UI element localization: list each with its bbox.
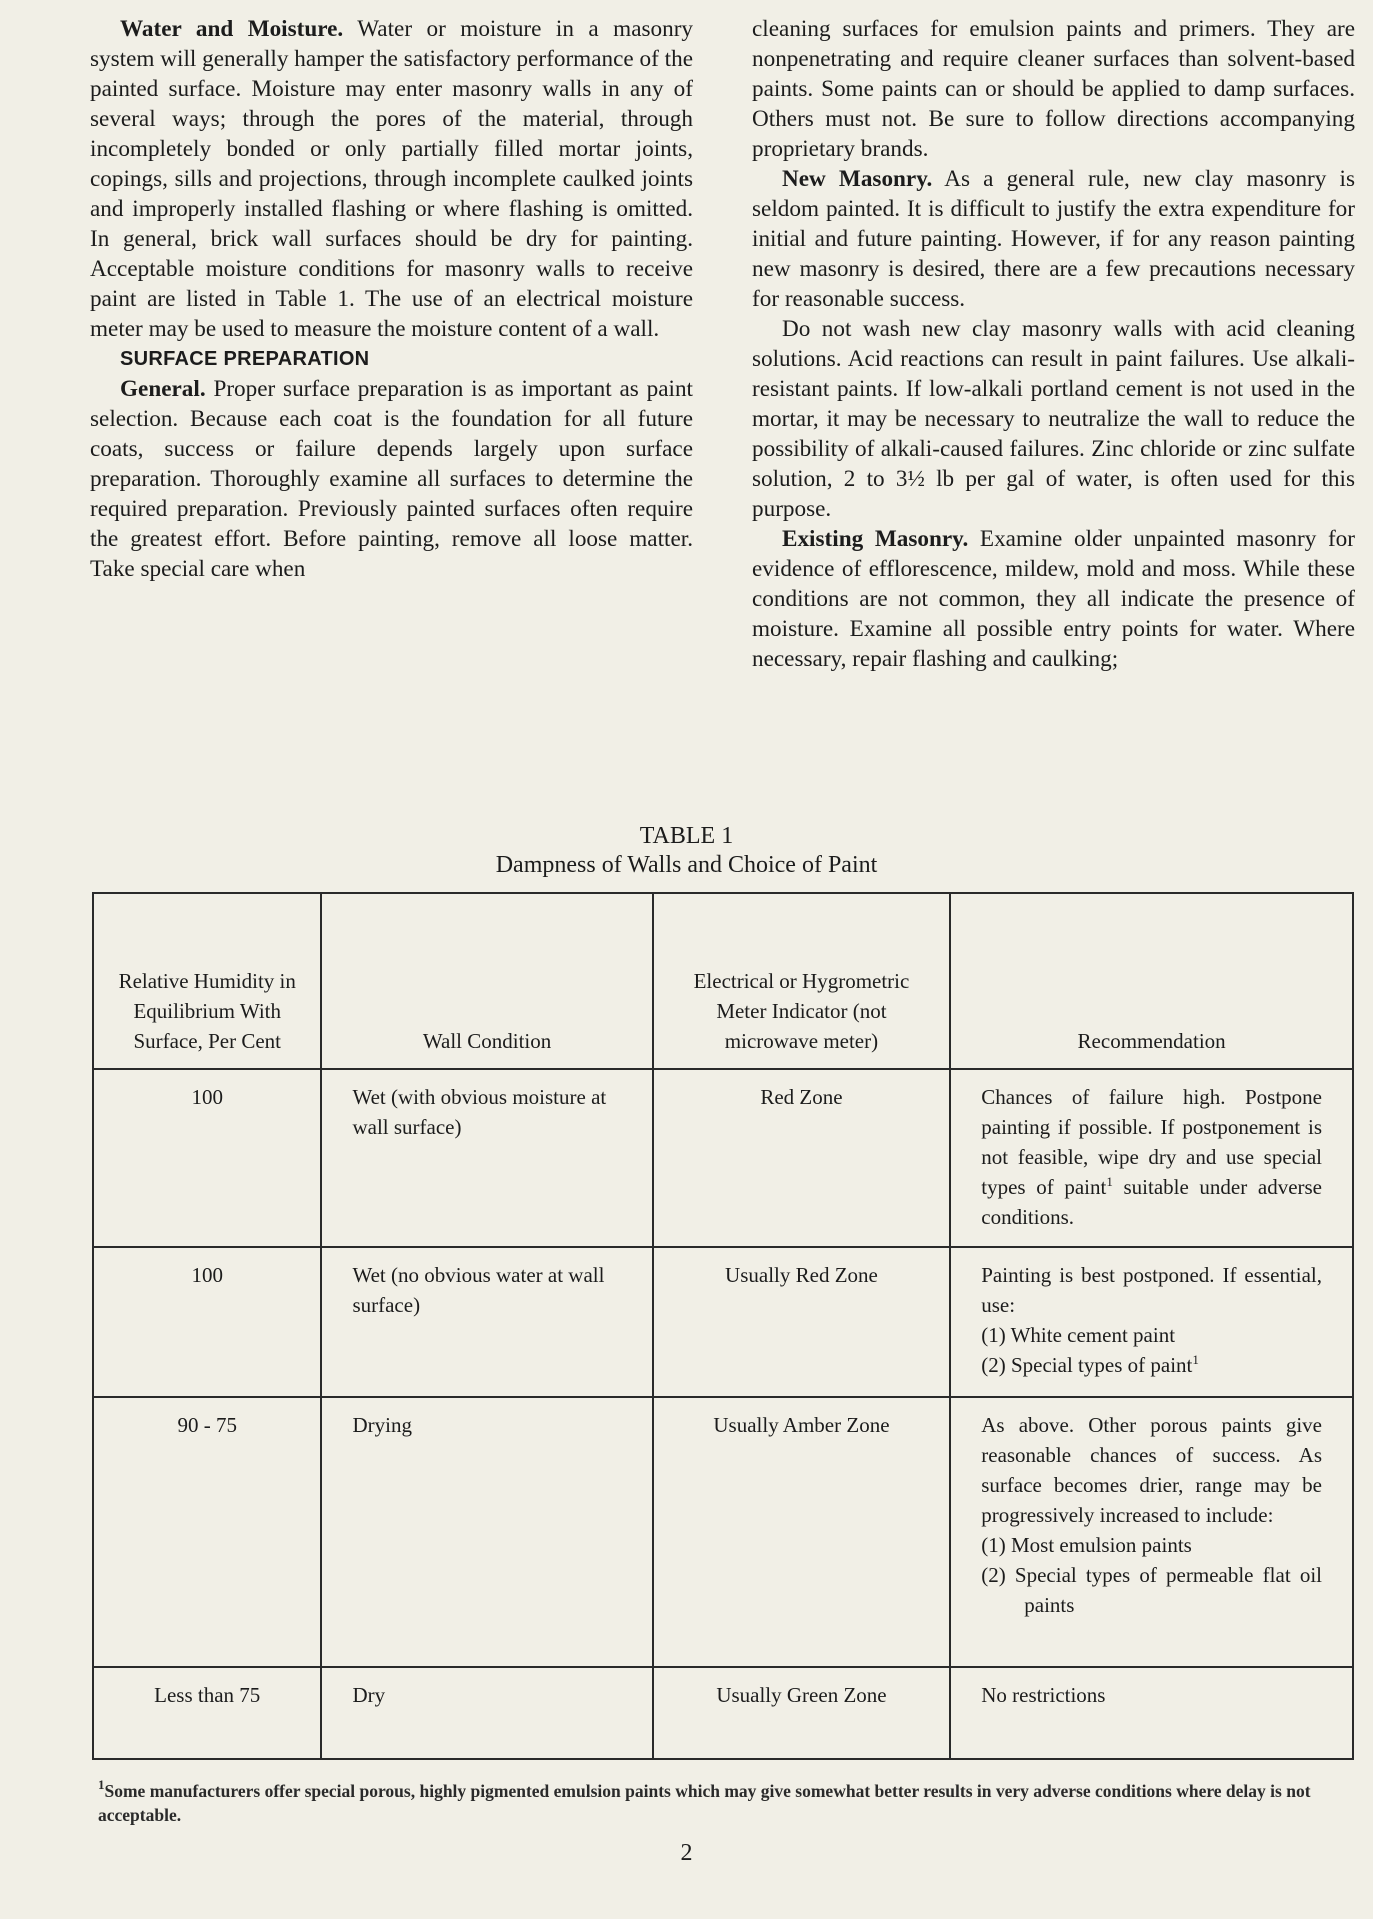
rec-tail: suitable under adverse conditions. <box>981 1175 1323 1229</box>
rec-text: As above. Other porous paints give reasonable chances of success. As surface becomes drier, range may be progressively increased to include: <box>981 1413 1322 1527</box>
cell-recommendation: No restrictions <box>950 1667 1353 1759</box>
general-body: Proper surface preparation is as important as paint selection. Because each coat is the foundation for all future coats, success or failure depends largely upon surface preparation. Thoroughly examine all surfaces to determine the required preparation. Previously painted surfaces often require the greatest effort. Before painting, remove all loose matter. Take special care when <box>90 376 693 582</box>
acid-paragraph: Do not wash new clay masonry walls with acid cleaning solutions. Acid reactions can result in paint failures. Use alkali-resistant paints. If low-alkali portland cement is not used in the mortar, it may be necessary to neutralize the wall to reduce the possibility of alkali-caused failures. Zinc chloride or zinc sulfate solution, 2 to 3½ lb per gal of water, is often used for this purpose. <box>752 316 1355 522</box>
cell-humidity: 100 <box>93 1247 321 1397</box>
cell-meter: Usually Green Zone <box>653 1667 951 1759</box>
footnote-text: Some manufacturers offer special porous, highly pigmented emulsion paints which may give somewhat better results in very adverse conditions where delay is not acceptable. <box>98 1781 1311 1825</box>
water-moisture-body: Water or moisture in a masonry system will generally hamper the satisfactory performance of the painted surface. Moisture may enter masonry walls in any of several ways; through the pores of the material, through incompletely bonded or only partially filled mortar joints, copings, sills and projections, through incomplete caulked joints and improperly installed flashing or where flashing is omitted. In general, brick wall surfaces should be dry for painting. Acceptable moisture conditions for masonry walls to receive paint are listed in Table 1. The use of an electrical moisture meter may be used to measure the moisture content of a wall. <box>90 16 694 342</box>
header-wall-condition: Wall Condition <box>321 893 652 1069</box>
cell-humidity: Less than 75 <box>93 1667 321 1759</box>
rec-item-text: (2) Special types of paint <box>981 1353 1193 1377</box>
rec-text: Chances of failure high. Postpone painting if possible. If postponement is not feasible, wipe dry and use special types of paint <box>981 1085 1322 1199</box>
footnote-marker: 1 <box>98 1777 105 1792</box>
header-meter-indicator: Electrical or Hygrometric Meter Indicator (not microwave meter) <box>653 893 951 1069</box>
existing-masonry-paragraph <box>752 524 1355 674</box>
cell-meter: Red Zone <box>653 1069 951 1247</box>
existing-masonry-title: Existing Masonry. <box>782 526 969 552</box>
section-heading: SURFACE PREPARATION <box>120 348 370 370</box>
table-title: Dampness of Walls and Choice of Paint <box>495 852 878 878</box>
cell-humidity: 100 <box>93 1069 321 1247</box>
page-number: 2 <box>680 1840 693 1866</box>
cell-meter: Usually Amber Zone <box>653 1397 951 1667</box>
general-title: General. <box>120 376 206 402</box>
water-moisture-title: Water and Moisture. <box>120 16 344 42</box>
right-column <box>752 14 1355 674</box>
cell-recommendation <box>950 1397 1353 1667</box>
cell-condition: Wet (no obvious water at wall surface) <box>321 1247 652 1397</box>
dampness-table <box>92 892 1354 1760</box>
left-column <box>90 14 693 584</box>
rec-item: (1) White cement paint <box>981 1323 1176 1347</box>
header-recommendation: Recommendation <box>950 893 1353 1069</box>
footnote <box>98 1779 1350 1827</box>
continuation-paragraph: cleaning surfaces for emulsion paints and primers. They are nonpenetrating and require cleaner surfaces than solvent-based paints. Some paints can or should be applied to damp surfaces. Others must not. Be sure to follow directions accompanying proprietary brands. <box>752 16 1355 162</box>
cell-condition: Wet (with obvious moisture at wall surface) <box>321 1069 652 1247</box>
rec-item: (2) Special types of permeable flat oil paints <box>981 1563 1322 1617</box>
rec-item: (1) Most emulsion paints <box>981 1533 1192 1557</box>
existing-masonry-body: Examine older unpainted masonry for evidence of efflorescence, mildew, mold and moss. While these conditions are not common, they all indicate the presence of moisture. Examine all possible entry points for water. Where necessary, repair flashing and caulking; <box>752 526 1355 672</box>
cell-condition: Dry <box>321 1667 652 1759</box>
table-row <box>93 1397 1353 1667</box>
cell-recommendation <box>950 1069 1353 1247</box>
cell-meter: Usually Red Zone <box>653 1247 951 1397</box>
footnote-ref: 1 <box>1192 1352 1199 1367</box>
table-row <box>93 1247 1353 1397</box>
table-row <box>93 1667 1353 1759</box>
cell-recommendation <box>950 1247 1353 1397</box>
cell-humidity: 90 - 75 <box>93 1397 321 1667</box>
table-label: TABLE 1 <box>639 823 734 849</box>
rec-item <box>981 1350 1322 1380</box>
table-row <box>93 1069 1353 1247</box>
cell-condition: Drying <box>321 1397 652 1667</box>
header-humidity: Relative Humidity in Equilibrium With Surface, Per Cent <box>93 893 321 1069</box>
rec-text: Painting is best postponed. If essential, use: <box>981 1263 1322 1317</box>
new-masonry-title: New Masonry. <box>782 166 933 192</box>
general-paragraph <box>90 374 693 584</box>
new-masonry-body: As a general rule, new clay masonry is seldom painted. It is difficult to justify the extra expenditure for initial and future painting. However, if for any reason painting new masonry is desired, there are a few precautions necessary for reasonable success. <box>752 166 1355 312</box>
new-masonry-paragraph <box>752 164 1355 314</box>
water-moisture-paragraph <box>90 14 693 344</box>
footnote-ref: 1 <box>1106 1174 1113 1189</box>
table-header-row <box>93 893 1353 1069</box>
